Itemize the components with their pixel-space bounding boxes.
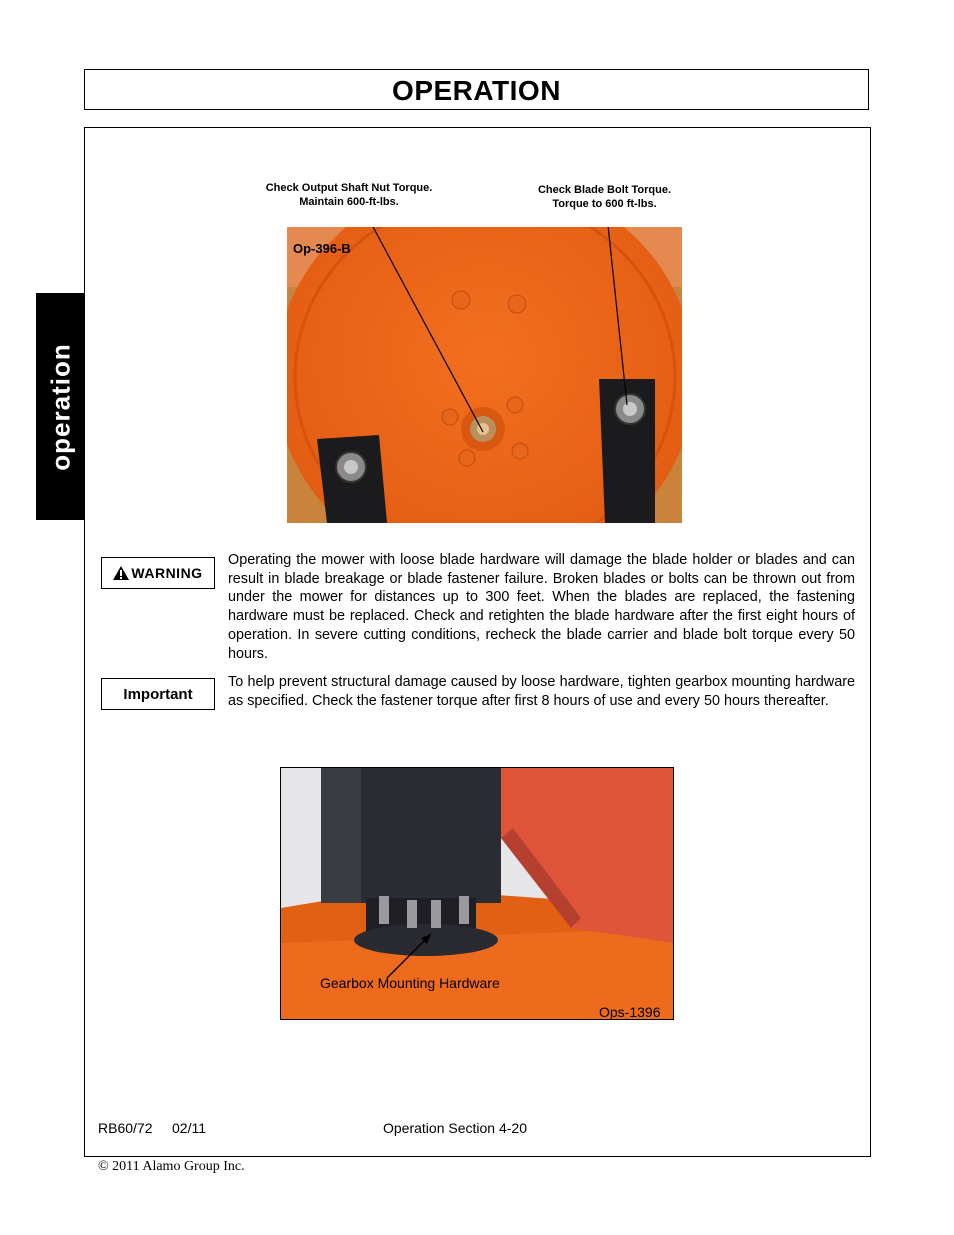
important-badge	[101, 678, 215, 710]
callout-output-shaft-line2: Maintain 600-ft-lbs.	[299, 196, 399, 208]
side-tab-label: operation	[45, 342, 75, 471]
photo1-label: Op-396-B	[293, 241, 351, 256]
warning-triangle-icon	[113, 566, 129, 580]
blade-carrier-illustration	[287, 227, 682, 523]
section-side-tab	[36, 293, 85, 520]
page-title: OPERATION	[392, 75, 561, 106]
callout-blade-bolt-line1: Check Blade Bolt Torque.	[537, 184, 672, 196]
callout-output-shaft	[240, 181, 458, 209]
gearbox-photo	[280, 767, 674, 1020]
copyright: © 2011 Alamo Group Inc.	[98, 1159, 245, 1174]
warning-text: Operating the mower with loose blade hardware will damage the blade holder or blades and can result in blade breakage or blade fastener failure. Broken blades or bolts can be thrown out from under the mower for distances up to 300 feet. When the blades are replaced, the fastening hardware must be replaced. Check and retighten the blade hardware after the first eight hours of operation. In severe cutting conditions, recheck the blade carrier and blade bolt torque every 50 hours.	[228, 552, 855, 662]
important-badge-label: Important	[123, 685, 193, 703]
callout-blade-bolt-line2: Torque to 600 ft-lbs.	[552, 198, 657, 210]
footer-model: RB60/72	[98, 1120, 153, 1136]
warning-badge-label: WARNING	[131, 565, 203, 581]
important-text: To help prevent structural damage caused by loose hardware, tighten gearbox mounting hardware as specified. Check the fastener torque after first 8 hours of use and every 50 hours thereafter.	[228, 674, 855, 709]
gearbox-callout: Gearbox Mounting Hardware	[320, 975, 500, 991]
page-header	[84, 69, 869, 110]
photo2-label: Ops-1396	[599, 1004, 661, 1020]
footer-date: 02/11	[172, 1120, 206, 1136]
warning-badge	[101, 557, 215, 589]
footer-section: Operation Section 4-20	[383, 1120, 527, 1136]
callout-blade-bolt	[512, 183, 697, 211]
blade-carrier-photo	[287, 227, 682, 523]
callout-output-shaft-line1: Check Output Shaft Nut Torque.	[265, 182, 433, 194]
